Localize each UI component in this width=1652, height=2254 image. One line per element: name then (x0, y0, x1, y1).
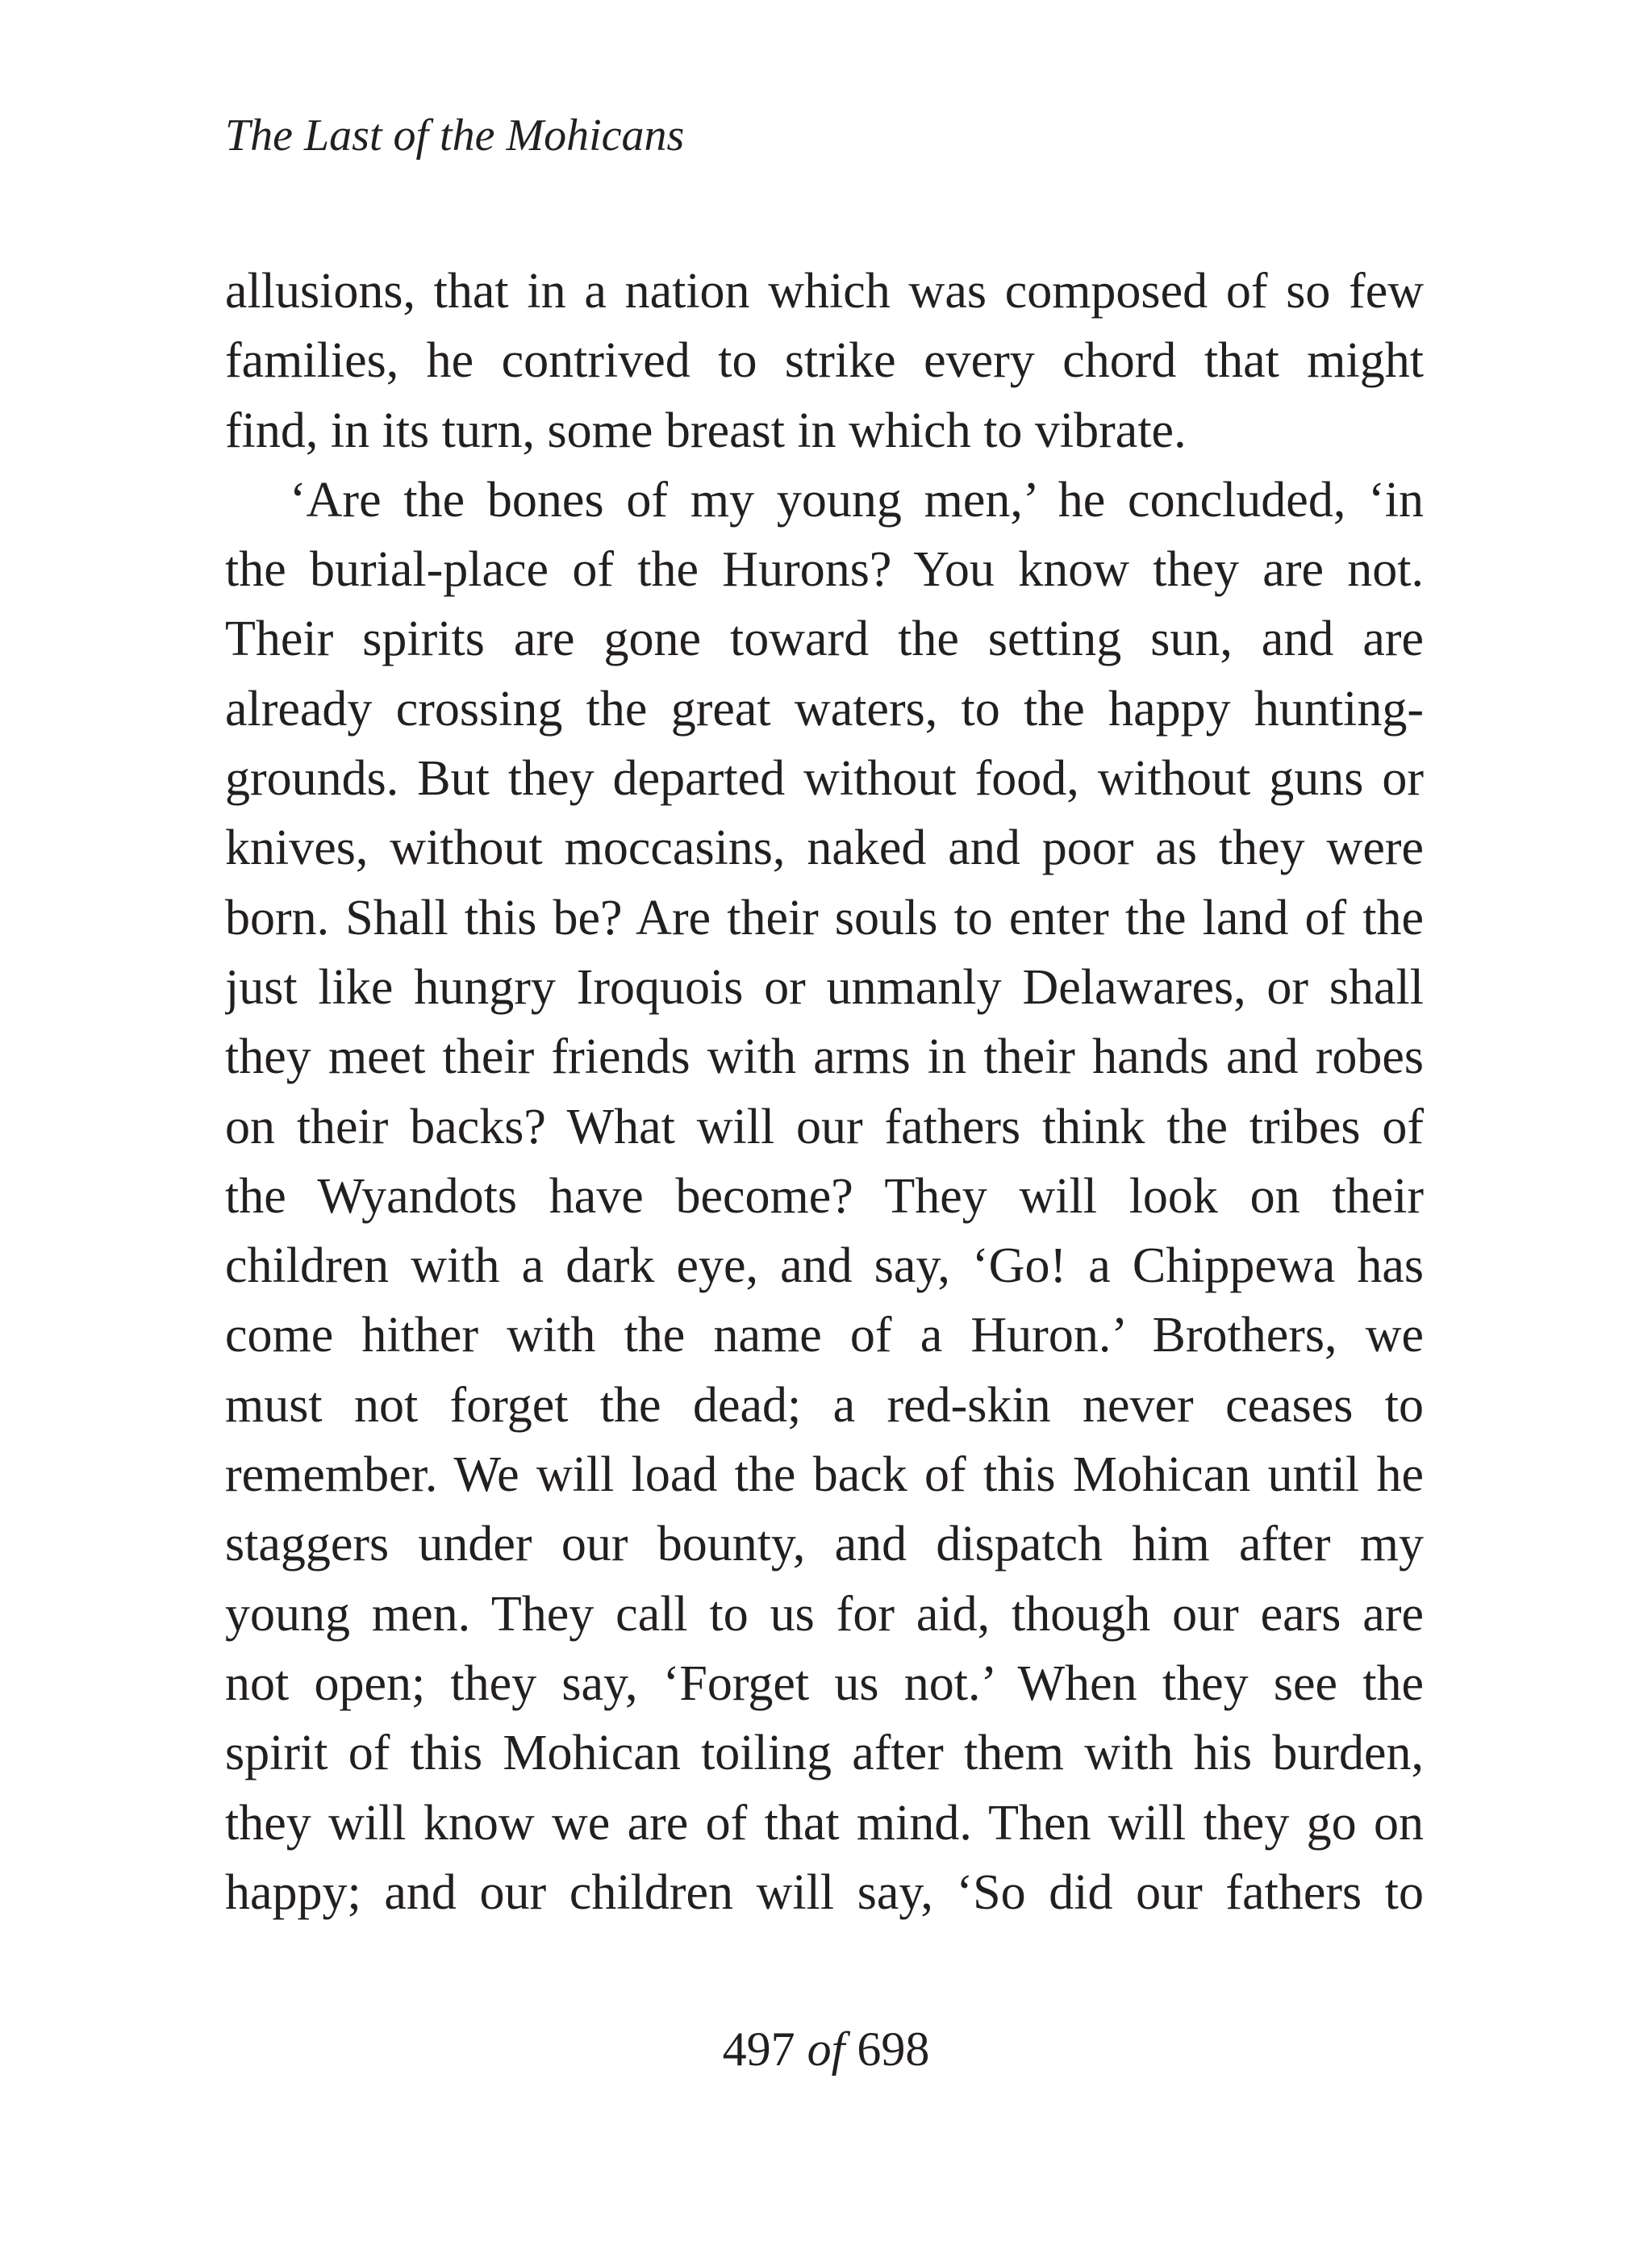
page-of-label: of (807, 2022, 845, 2076)
total-pages-number: 698 (857, 2022, 930, 2076)
text-line: already crossing the great waters, to the happy hunting- (225, 681, 1424, 737)
text-line: find, in its turn, some breast in which to vibrate. (225, 403, 1187, 458)
text-line: young men. They call to us for aid, though our ears are (225, 1586, 1424, 1642)
text-line: allusions, that in a nation which was composed of so few (225, 264, 1424, 319)
text-line: just like hungry Iroquois or unmanly Delawares, or shall (225, 959, 1424, 1015)
text-line: come hither with the name of a Huron.’ Brothers, we (225, 1308, 1424, 1363)
text-line: not open; they say, ‘Forget us not.’ When they see the (225, 1655, 1424, 1711)
text-line: Their spirits are gone toward the setting sun, and are (225, 612, 1424, 667)
text-line: remember. We will load the back of this Mohican until he (225, 1447, 1424, 1503)
text-line: happy; and our children will say, ‘So did our fathers to (225, 1864, 1424, 1920)
text-line: knives, without moccasins, naked and poor as they were (225, 820, 1424, 876)
text-line: the burial-place of the Hurons? You know they are not. (225, 542, 1424, 598)
text-line: on their backs? What will our fathers think the tribes of (225, 1099, 1424, 1154)
text-line: staggers under our bounty, and dispatch him after my (225, 1517, 1424, 1572)
text-line: born. Shall this be? Are their souls to enter the land of the (225, 890, 1424, 945)
text-line: they meet their friends with arms in their hands and robes (225, 1029, 1424, 1085)
text-line: the Wyandots have become? They will look on their (225, 1168, 1424, 1224)
text-line: spirit of this Mohican toiling after them with his burden, (225, 1726, 1424, 1781)
text-line: children with a dark eye, and say, ‘Go! a Chippewa has (225, 1238, 1424, 1294)
text-line: must not forget the dead; a red-skin never ceases to (225, 1377, 1424, 1433)
text-line: grounds. But they departed without food, without guns or (225, 751, 1424, 807)
current-page-number: 497 (722, 2022, 795, 2076)
running-title: The Last of the Mohicans (225, 111, 685, 161)
page-body-text (225, 257, 1424, 1927)
page-number (0, 2017, 1652, 2081)
text-line: ‘Are the bones of my young men,’ he concluded, ‘in (290, 472, 1424, 528)
text-line: they will know we are of that mind. Then will they go on (225, 1795, 1424, 1851)
text-line: families, he contrived to strike every chord that might (225, 333, 1424, 389)
